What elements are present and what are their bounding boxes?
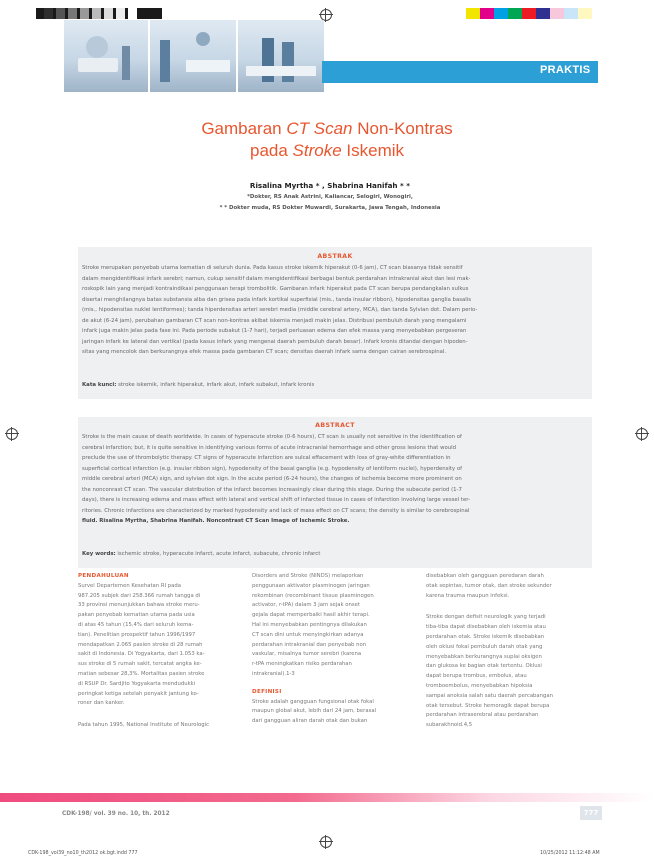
keywords-label: Key words: [82, 551, 116, 557]
body-line: otak sepintas, tumor otak, dan stroke sekunder [426, 582, 552, 589]
body-line: subarakhnoid.4,5 [426, 722, 473, 729]
abstract-keywords [82, 551, 587, 557]
title-text: pada [249, 141, 293, 160]
body-line: sakit di Indonesia. Di Yogyakarta, dari 1.053 ka- [78, 651, 205, 658]
abstrak-line: disertai menghilangnya batas substansia alba dan grisea pada infark kortikal superfisial (mis., tanda insular ribbon), hipodensitas ganglia basalis [82, 296, 472, 303]
body-line: dan glukosa ke bagian otak tertentu. Oklusi [426, 663, 542, 670]
body-line: dapat berupa trombus, embolus, atau [426, 673, 527, 680]
journal-citation: CDK-198/ vol. 39 no. 10, th. 2012 [62, 811, 170, 817]
body-line: perdarahan otak. Stroke iskemik disebabkan [426, 633, 545, 640]
body-line: sampai anoksia salah satu daerah percabangan [426, 692, 553, 699]
registration-mark-bottom [320, 836, 332, 848]
body-line: Hal ini menyebabkan pentingnya dilakukan [252, 621, 367, 628]
header-photo-center [150, 20, 236, 92]
abstract-line: the nonconrast CT scan. The vascular distribution of the infarct becomes increasingly clear during this stage. During the subacute period (1-7 [82, 486, 462, 493]
body-line: di RSUP Dr. Sardjito Yogyakarta mendudukki [78, 680, 196, 687]
section-heading-pendahuluan: PENDAHULUAN [78, 573, 129, 579]
title-text: Iskemik [341, 141, 405, 160]
section-tag: PRAKTIS [540, 64, 591, 76]
title-italic-text: Stroke [292, 141, 342, 160]
abstract-line: middle cerebral arteri (MCA) sign, and sylvian dot sign. In the acute period (6-24 hours), the changes of ischemia become more prominent on [82, 476, 462, 483]
body-column-2 [252, 572, 417, 727]
body-line: perdarahan intrakranial dan penyebab non [252, 641, 367, 648]
body-line: CT scan dini untuk menyingkirkan adanya [252, 631, 364, 638]
body-line: peringkat ketiga setelah penyakit jantung ko- [78, 690, 199, 697]
abstract-line: ritories. Chronic infarctions are characterized by marked hypodensity and lack of mass effect on CT scans; the density is similar to cerebrospinal [82, 507, 470, 514]
article-title-line-1 [0, 118, 654, 139]
keywords-text: stroke iskemik, infark hiperakut, infark akut, infark subakut, infark kronis [116, 382, 315, 388]
registration-mark-left [6, 428, 18, 440]
body-line: tromboembolus, menyebabkan hipoksia [426, 682, 533, 689]
header-photo-right [238, 20, 324, 92]
body-line: oleh oklusi fokal pembuluh darah otak yang [426, 643, 543, 650]
print-slug-right: 10/25/2012 11:12:48 AM [540, 851, 600, 856]
body-line [78, 709, 243, 721]
body-line: karena trauma maupun infeksi. [426, 592, 510, 599]
article-title-line-2 [0, 140, 654, 161]
abstrak-line: infark juga makin jelas pada fase ini. Pada periode subakut (1-7 hari), terjadi perluasan edema dan efek massa yang menyebabkan pergeseran [82, 328, 467, 335]
abstrak-line: sitas yang mencolok dan berkurangnya efek massa pada gambaran CT scan; densitas daerah infark sama dengan cairan serebrospinal. [82, 349, 447, 356]
body-line: roner dan kanker. [78, 700, 125, 707]
abstract-line: preclude the use of thrombolytic therapy. CT signs of hyperacute infarction are sulcal effacement with loss of gray-white differentiation in [82, 455, 451, 462]
abstract-heading: ABSTRACT [315, 422, 355, 429]
section-heading-definisi: DEFINISI [252, 688, 282, 695]
title-text: Non-Kontras [352, 119, 453, 138]
abstract-line: Stroke is the main cause of death worldwide. In cases of hyperacute stroke (0-6 hours), CT scan is usually not sensitive in the identification of [82, 434, 462, 440]
abstrak-line: de akut (6-24 jam), perubahan gambaran CT scan non-kontras akibat iskemia menjadi makin jelas. Distribusi pembuluh darah yang mengalami [82, 317, 467, 324]
registration-mark-right [636, 428, 648, 440]
body-line: tiba-tiba dapat disebabkan oleh iskemia atau [426, 624, 546, 631]
body-line: r-tPA meningkatkan risiko perdarahan [252, 661, 352, 668]
abstract-line: superficial cortical infarction (e.g. insular ribbon sign), hypodensity of the basal ganglia (e.g. hypodensity of lentiform nuclei), hyperdensity of [82, 465, 463, 472]
page-number: 777 [580, 806, 602, 820]
spacer [252, 680, 417, 688]
body-line: vaskular, misalnya tumor serebri (karena [252, 651, 362, 658]
body-line: disebabkan oleh gangguan peredaran darah [426, 573, 544, 579]
abstract-line: fluid. Risalina Myrtha, Shabrina Hanifah. Noncontrast CT Scan Image of Ischemic Stroke. [82, 518, 350, 525]
keywords-label: Kata kunci: [82, 382, 117, 388]
body-line: maupun global akut, lebih dari 24 jam, berasal [252, 708, 377, 715]
body-line: Stroke adalah gangguan fungsional otak fokal [252, 698, 374, 705]
body-line: di atas 45 tahun (15,4% dari seluruh kema- [78, 621, 194, 628]
body-line: gejala dapat memperbaiki hasil akhir terapi. [252, 612, 370, 619]
body-line: 33 provinsi menunjukkan bahwa stroke meru- [78, 602, 200, 609]
body-line: dari gangguan aliran darah otak dan bukan [252, 718, 368, 725]
author-affiliation-1: *Dokter, RS Anak Astrini, Kaliancar, Selogiri, Wonogiri, [247, 194, 413, 200]
abstrak-line: dalam mengidentifikasi infark serebri; namun, cukup sensitif dalam mengidentifikasi berbagai bentuk perdarahan intrakranial akut dan lesi mak- [82, 275, 471, 282]
body-line: rekombinan (recombinant tissue plasminogen [252, 592, 374, 599]
body-column-1 [78, 572, 243, 731]
abstract-line: cerebral infarction; but, it is quite sensitive in identifying various forms of acute intracranial hemorrhage and other gross lesions that would [82, 444, 456, 451]
abstract-line: days), there is increasing edema and mass effect with lateral and vertical shift of infarcted tissue in cases of infarction involving large vessel ter- [82, 497, 471, 504]
footer-color-bar [0, 793, 654, 802]
body-line: Pada tahun 1995, National Institute of Neurologic [78, 722, 209, 729]
keywords-text: ischemic stroke, hyperacute infarct, acute infarct, subacute, chronic infarct [115, 551, 321, 557]
body-line: matian sebesar 28,3%. Mortalitas pasien stroke [78, 670, 205, 677]
body-line: mendapatkan 2.065 pasien stroke di 28 rumah [78, 641, 203, 648]
body-line: pakan penyebab kematian utama pada usia [78, 612, 195, 619]
title-italic-text: CT Scan [286, 119, 353, 138]
abstract-paragraph [82, 432, 587, 527]
abstrak-heading: ABSTRAK [317, 253, 353, 260]
body-line: Stroke dengan defisit neurologik yang terjadi [426, 614, 546, 621]
abstrak-line: (mis., hipodensitas nuklei lentiformes); tanda hiperdensitas arteri serebri media (middle cerebral artery, MCA), dan tanda Sylvian dot. Dalam perio- [82, 307, 478, 314]
title-text: Gambaran [201, 119, 287, 138]
body-line: menyebabkan berkurangnya suplai oksigen [426, 653, 542, 660]
body-line: otak tersebut. Stroke hemoragik dapat berupa [426, 702, 550, 709]
body-line: Survei Departemen Kesehatan RI pada [78, 582, 181, 589]
body-line: intrakranial).1-3 [252, 670, 295, 677]
abstrak-paragraph [82, 263, 587, 358]
body-line [426, 601, 591, 613]
body-line: tian). Penelitian prospektif tahun 1996/1997 [78, 631, 196, 638]
abstrak-keywords [82, 382, 587, 388]
body-line: 987.205 subjek dari 258.366 rumah tangga di [78, 592, 201, 599]
print-slug-left: CDK-198_vol39_no10_th2012 ok.bgt.indd 777 [28, 851, 138, 856]
body-line: penggunaan aktivator plasminogen jaringan [252, 582, 370, 589]
author-affiliation-2: * * Dokter muda, RS Dokter Muwardi, Surakarta, Jawa Tengah, Indonesia [219, 205, 441, 211]
author-names: Risalina Myrtha * , Shabrina Hanifah * * [249, 181, 411, 190]
abstrak-line: Stroke merupakan penyebab utama kematian di seluruh dunia. Pada kasus stroke iskemik hiperakut (0-6 jam), CT scan biasanya tidak sensitif [82, 265, 463, 271]
abstrak-line: jaringan infark ke lateral dan vertikal (pada kasus infark yang mengenai daerah pembuluh darah besar). Infark kronis ditandai dengan hipoden- [82, 338, 468, 345]
body-line: Disorders and Stroke (NINDS) melaporkan [252, 573, 364, 579]
body-line: activator, r-tPA) dalam 3 jam sejak onset [252, 602, 360, 609]
body-line: perdarahan intraserebral atau perdarahan [426, 712, 539, 719]
abstrak-line: roskopik lain yang menjadi kontraindikasi penggunaan terapi trombolitik. Gambaran infark hiperakut pada CT scan berupa pendangkalan sulkus [82, 286, 469, 293]
body-line: sus stroke di 5 rumah sakit, tercatat angka ke- [78, 661, 202, 668]
body-column-3 [426, 572, 591, 731]
header-photo-left [64, 20, 148, 92]
